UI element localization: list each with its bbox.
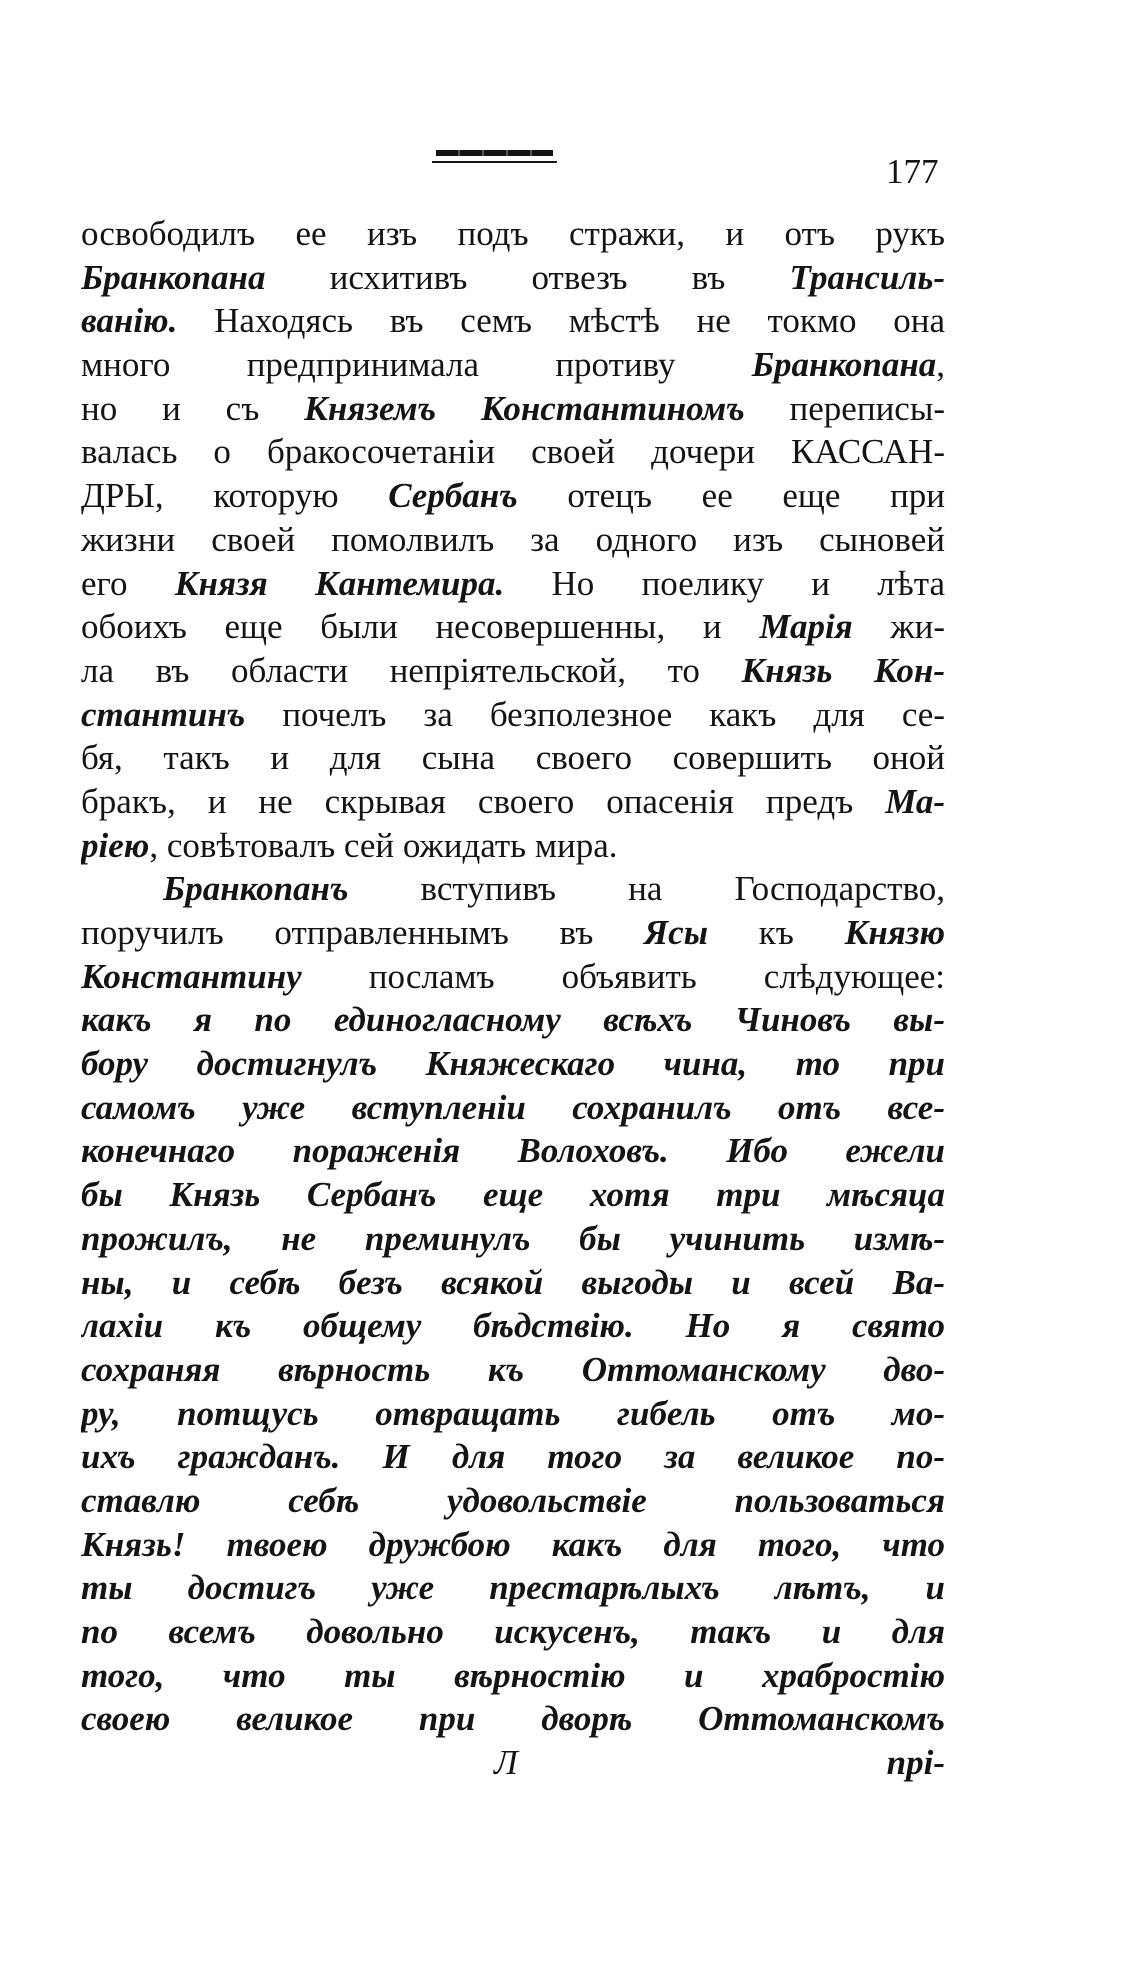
text-line — [81, 474, 945, 518]
roman-text: но и съ — [81, 388, 305, 428]
italic-text: Княземъ Константиномъ — [304, 388, 745, 428]
italic-text: Князю — [844, 913, 945, 952]
page-footer — [81, 1741, 945, 1785]
signature-mark: Л — [494, 1743, 518, 1782]
page-text — [81, 212, 945, 1741]
text-line — [81, 1173, 945, 1217]
text-line — [81, 343, 945, 387]
text-line — [81, 736, 945, 780]
italic-text: какъ я по единогласному всѣхъ Чиновъ вы- — [81, 1000, 945, 1040]
text-line — [81, 1042, 945, 1086]
italic-text: Константину — [81, 956, 302, 996]
italic-text: Бранкопана — [81, 257, 266, 297]
text-line — [81, 693, 945, 737]
text-line — [81, 867, 945, 911]
roman-text: ла въ области непріятельской, то — [81, 650, 742, 690]
roman-text: отецъ ее еще при — [517, 476, 945, 516]
text-line — [81, 998, 945, 1042]
italic-text: Трансиль- — [789, 257, 945, 297]
italic-text: Бранкопана — [751, 345, 937, 385]
roman-text: посламъ объявить слѣдующее: — [301, 956, 945, 996]
italic-text: Ма- — [885, 781, 945, 821]
italic-text: стантинъ — [81, 694, 246, 734]
page-number: 177 — [886, 152, 939, 191]
catchword: прі- — [886, 1743, 945, 1782]
text-line — [81, 605, 945, 649]
italic-text: своею великое при дворѣ Оттоманскомъ — [81, 1699, 945, 1739]
roman-text: освободилъ ее изъ подъ стражи, и отъ рукъ — [81, 214, 945, 253]
text-line — [81, 1217, 945, 1261]
paragraph — [81, 212, 945, 867]
italic-text: Князь! твоею дружбою какъ для того, что — [81, 1524, 945, 1564]
roman-text: къ — [707, 913, 845, 952]
roman-text: обоихъ еще были несовершенны, и — [81, 607, 760, 647]
italic-text: ты достигъ уже престарѣлыхъ лѣтъ, и — [81, 1568, 945, 1608]
roman-text: почелъ за безполезное какъ для се- — [245, 694, 945, 734]
italic-text: лахіи къ общему бѣдствію. Но я свято — [81, 1306, 945, 1346]
italic-text: Ясы — [644, 913, 708, 952]
text-line — [81, 1435, 945, 1479]
text-line — [81, 1304, 945, 1348]
text-line — [81, 1392, 945, 1436]
roman-text: бракъ, и не скрывая своего опасенія предъ — [81, 781, 886, 821]
roman-text: жизни своей помолвилъ за одного изъ сыновей — [81, 519, 945, 559]
text-line — [81, 955, 945, 999]
ornament-thin-rule — [432, 161, 557, 163]
roman-text: бя, такъ и для сына своего совершить оной — [81, 738, 945, 778]
italic-text: Марія — [759, 607, 853, 647]
text-line — [81, 518, 945, 562]
roman-text: ДРЫ, которую — [81, 476, 389, 516]
text-line — [81, 212, 945, 256]
roman-text: его — [81, 563, 175, 603]
text-line — [81, 649, 945, 693]
text-line — [81, 299, 945, 343]
roman-text: , — [936, 345, 945, 385]
text-line — [81, 1697, 945, 1741]
text-line — [81, 1523, 945, 1567]
italic-text: ріею — [81, 825, 150, 865]
roman-text: валась о бракосочетаніи своей дочери КАССАН- — [81, 432, 945, 472]
text-line — [81, 387, 945, 431]
italic-text: того, что ты вѣрностію и храбростію — [81, 1655, 945, 1695]
italic-text: сохраняя вѣрность къ Оттоманскому дво- — [81, 1349, 945, 1389]
text-line — [81, 430, 945, 474]
text-line — [81, 256, 945, 300]
italic-text: бы Князь Сербанъ еще хотя три мѣсяца — [81, 1175, 945, 1215]
italic-text: бору достигнулъ Княжескаго чина, то при — [81, 1044, 945, 1084]
text-line — [81, 1610, 945, 1654]
text-line — [81, 780, 945, 824]
ornament-thick-rule — [436, 150, 553, 156]
roman-text: Находясь въ семъ мѣстѣ не токмо она — [177, 301, 945, 341]
italic-text: конечнаго пораженія Волоховъ. Ибо ежели — [81, 1131, 945, 1171]
text-line — [81, 824, 945, 868]
roman-text: поручилъ отправленнымъ въ — [81, 913, 645, 952]
italic-text: ванію. — [81, 301, 178, 341]
italic-text: ны, и себѣ безъ всякой выгоды и всей Ва- — [81, 1262, 945, 1302]
text-line — [81, 1261, 945, 1305]
text-line — [81, 562, 945, 606]
text-line — [81, 1479, 945, 1523]
italic-text: самомъ уже вступленіи сохранилъ отъ все- — [81, 1087, 945, 1127]
text-line — [81, 1654, 945, 1698]
roman-text: , совѣтовалъ сей ожидать мира. — [149, 825, 618, 865]
italic-text: прожилъ, не преминулъ бы учинить измѣ- — [81, 1218, 945, 1258]
roman-text: жи- — [852, 607, 945, 647]
italic-text: по всемъ довольно искусенъ, такъ и для — [81, 1612, 945, 1651]
text-line — [81, 1086, 945, 1130]
text-line — [81, 1566, 945, 1610]
text-line — [81, 911, 945, 955]
italic-text: Бранкопанъ — [163, 869, 349, 909]
paragraph — [81, 867, 945, 1741]
roman-text: исхитивъ отвезъ въ — [265, 257, 790, 297]
italic-text: ихъ гражданъ. И для того за великое по- — [81, 1437, 945, 1477]
text-line — [81, 1348, 945, 1392]
header-ornament — [432, 150, 557, 164]
roman-text: переписы- — [744, 388, 945, 428]
roman-text: много предпринимала противу — [81, 345, 752, 385]
italic-text: Князь Кон- — [741, 650, 945, 690]
text-line — [81, 1129, 945, 1173]
roman-text: вступивъ на Господарство, — [348, 869, 945, 909]
italic-text: Сербанъ — [388, 476, 518, 516]
italic-text: Князя Кантемира. — [174, 563, 505, 603]
italic-text: ставлю себѣ удовольствіе пользоваться — [81, 1480, 945, 1520]
roman-text: Но поелику и лѣта — [504, 563, 945, 603]
italic-text: ру, потщусь отвращать гибель отъ мо- — [81, 1393, 945, 1433]
